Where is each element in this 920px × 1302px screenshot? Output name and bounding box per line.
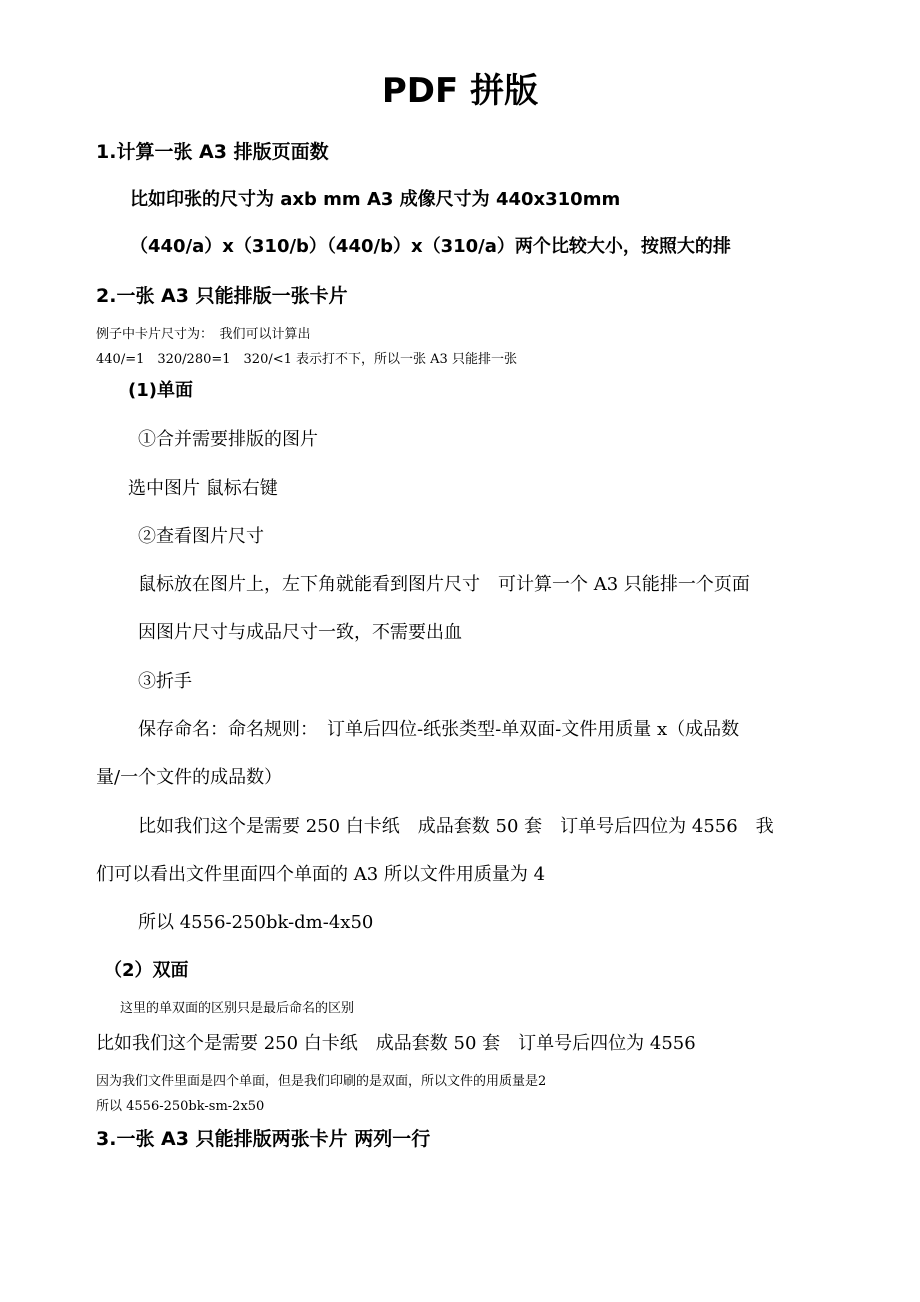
section2-example-line2: 440/=1 320/280=1 320/<1 表示打不下，所以一张 A3 只能排一张 (96, 352, 517, 367)
page-title: PDF 拼版 (381, 71, 539, 111)
section1-line1: 比如印张的尺寸为 axb mm A3 成像尺寸为 440x310mm (130, 189, 621, 210)
naming-rule-line2: 量/一个文件的成品数） (96, 767, 283, 788)
single-result: 所以 4556-250bk-dm-4x50 (138, 912, 374, 933)
double-result: 所以 4556-250bk-sm-2x50 (96, 1099, 265, 1114)
section2-heading: 2.一张 A3 只能排版一张卡片 (96, 285, 348, 307)
step2-text: ②查看图片尺寸 (138, 526, 264, 547)
section1-line2: （440/a）x（310/b）（440/b）x（310/a）两个比较大小，按照大的排 (130, 236, 731, 257)
double-explanation: 因为我们文件里面是四个单面，但是我们印刷的是双面，所以文件的用质量是2 (96, 1074, 547, 1089)
step3-text: ③折手 (138, 671, 192, 692)
naming-rule-line1: 保存命名：命名规则： 订单后四位-纸张类型-单双面-文件用质量 x（成品数 (138, 719, 740, 740)
double-example: 比如我们这个是需要 250 白卡纸 成品套数 50 套 订单号后四位为 4556 (96, 1033, 696, 1054)
single-example-line1: 比如我们这个是需要 250 白卡纸 成品套数 50 套 订单号后四位为 4556 我 (138, 816, 774, 837)
section2-example-line1: 例子中卡片尺寸为： 我们可以计算出 (96, 327, 311, 342)
single-example-line2: 们可以看出文件里面四个单面的 A3 所以文件用质量为 4 (96, 864, 546, 885)
single-sided-heading: (1)单面 (128, 380, 193, 401)
step2-detail1: 鼠标放在图片上，左下角就能看到图片尺寸 可计算一个 A3 只能排一个页面 (138, 574, 750, 595)
section1-heading: 1.计算一张 A3 排版页面数 (96, 141, 329, 163)
step1-text: ①合并需要排版的图片 (138, 429, 318, 450)
double-sided-heading: （2）双面 (104, 960, 189, 981)
step1-detail: 选中图片 鼠标右键 (128, 478, 278, 499)
section3-heading: 3.一张 A3 只能排版两张卡片 两列一行 (96, 1128, 431, 1150)
step2-detail2: 因图片尺寸与成品尺寸一致，不需要出血 (138, 622, 462, 643)
double-sided-note: 这里的单双面的区别只是最后命名的区别 (120, 1001, 355, 1016)
